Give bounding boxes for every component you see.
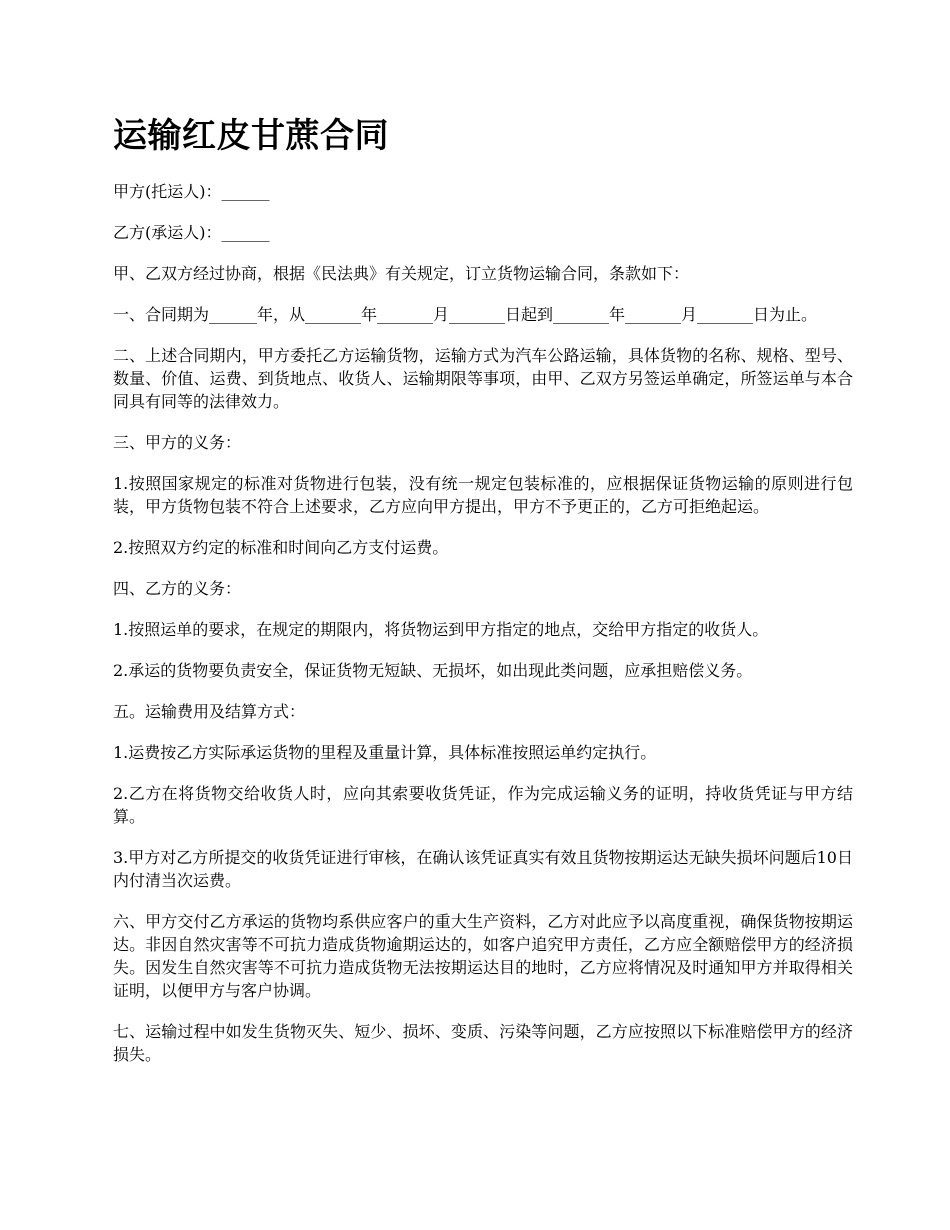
clause-5-item-3: 3.甲方对乙方所提交的收货凭证进行审核，在确认该凭证真实有效且货物按期运达无缺失损坏问题后10日内付清当次运费。 [113,848,853,890]
clause-3-item-2: 2.按照双方约定的标准和时间向乙方支付运费。 [113,538,449,557]
clause-5-heading: 五。运输费用及结算方式： [113,702,306,721]
party-b-line: 乙方(承运人)：______ [113,223,270,242]
clause-7-paragraph: 七、运输过程中如发生货物灭失、短少、损坏、变质、污染等问题，乙方应按照以下标准赔偿甲方的经济损失。 [113,1022,853,1064]
clause-5-item-1: 1.运费按乙方实际承运货物的里程及重量计算，具体标准按照运单约定执行。 [113,743,657,762]
clause-5-item-2: 2.乙方在将货物交给收货人时，应向其索要收货凭证，作为完成运输义务的证明，持收货凭证与甲方结算。 [113,784,853,826]
preamble-paragraph: 甲、乙双方经过协商，根据《民法典》有关规定，订立货物运输合同，条款如下： [113,264,690,283]
clause-4-item-2: 2.承运的货物要负责安全，保证货物无短缺、无损坏，如出现此类问题，应承担赔偿义务。 [113,661,753,680]
clause-4-heading: 四、乙方的义务： [113,579,242,598]
clause-1-term: 一、合同期为______年，从_______年_______月_______日起到_______年_______月_______日为止。 [113,305,818,324]
document-body [113,110,853,1084]
clause-2-scope: 二、上述合同期内，甲方委托乙方运输货物，运输方式为汽车公路运输，具体货物的名称、规格、型号、数量、价值、运费、到货地点、收货人、运输期限等事项，由甲、乙双方另签运单确定，所签运单与本合同具有同等的法律效力。 [113,346,853,411]
page-title: 运输红皮甘蔗合同 [113,116,389,156]
party-a-line: 甲方(托运人)：______ [113,182,270,201]
clause-3-heading: 三、甲方的义务： [113,433,242,452]
clause-6-paragraph: 六、甲方交付乙方承运的货物均系供应客户的重大生产资料，乙方对此应予以高度重视，确保货物按期运达。非因自然灾害等不可抗力造成货物逾期运达的，如客户追究甲方责任，乙方应全额赔偿甲方的经济损失。因发生自然灾害等不可抗力造成货物无法按期运达目的地时，乙方应将情况及时通知甲方并取得相关证明，以便甲方与客户协调。 [113,912,853,1000]
clause-4-item-1: 1.按照运单的要求，在规定的期限内，将货物运到甲方指定的地点，交给甲方指定的收货人。 [113,620,769,639]
clause-3-item-1: 1.按照国家规定的标准对货物进行包装，没有统一规定包装标准的，应根据保证货物运输的原则进行包装，甲方货物包装不符合上述要求，乙方应向甲方提出，甲方不予更正的，乙方可拒绝起运。 [113,474,853,516]
